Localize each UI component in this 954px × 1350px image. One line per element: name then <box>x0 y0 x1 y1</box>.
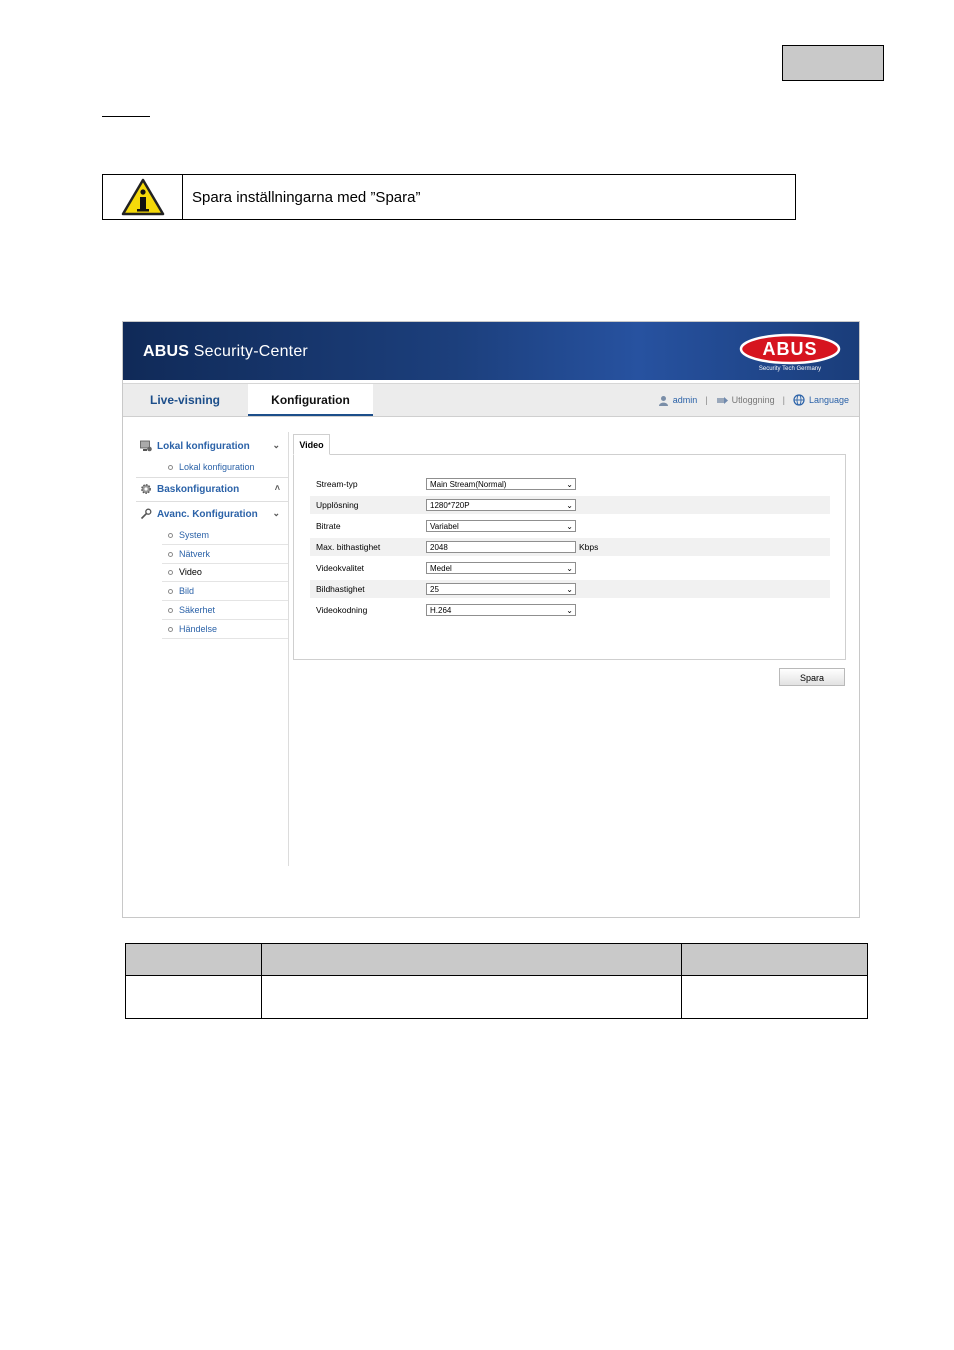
computer-icon <box>140 440 152 452</box>
sidebar-item-local-config[interactable]: Lokal konfiguration <box>162 458 288 476</box>
sidebar-divider <box>136 501 288 502</box>
form-row-frame-rate: Bildhastighet 25 ⌄ <box>310 580 830 598</box>
sidebar-basic-config-label: Baskonfiguration <box>157 483 240 495</box>
logout-icon <box>716 396 728 405</box>
chevron-down-icon: ⌄ <box>566 585 573 594</box>
bullet-icon <box>168 465 173 470</box>
info-icon-cell <box>103 175 183 219</box>
table-header-row <box>126 944 867 976</box>
security-center-ui <box>122 321 860 918</box>
sidebar-local-config[interactable] <box>136 435 288 457</box>
form-row-resolution: Upplösning 1280*720P ⌄ <box>310 496 830 514</box>
abus-logo <box>739 332 841 374</box>
tab-configuration[interactable]: Konfiguration <box>248 384 373 416</box>
form-row-video-encoding: Videokodning H.264 ⌄ <box>310 601 830 619</box>
sidebar-item-network[interactable]: Nätverk <box>162 545 288 564</box>
video-quality-select[interactable]: Medel ⌄ <box>426 562 576 574</box>
logout-link[interactable]: Utloggning <box>731 395 775 405</box>
info-note <box>102 174 796 220</box>
info-note-text: Spara inställningarna med ”Spara” <box>192 188 421 206</box>
sidebar-item-system[interactable]: System <box>162 526 288 545</box>
sidebar-item-image[interactable]: Bild <box>162 582 288 601</box>
ui-sidebar <box>136 432 289 866</box>
heading-underline <box>102 116 150 117</box>
bullet-icon <box>168 589 173 594</box>
sidebar-item-security[interactable]: Säkerhet <box>162 601 288 620</box>
nav-separator: | <box>705 395 708 405</box>
bitrate-select[interactable]: Variabel ⌄ <box>426 520 576 532</box>
wrench-icon <box>140 508 152 520</box>
ui-header <box>123 322 859 380</box>
warning-info-icon <box>121 178 165 216</box>
nav-separator: | <box>782 395 785 405</box>
bullet-icon <box>168 570 173 575</box>
chevron-up-icon: ˄ <box>274 483 280 493</box>
sidebar-local-config-label: Lokal konfiguration <box>157 440 250 452</box>
sidebar-basic-config[interactable] <box>136 478 288 500</box>
stream-type-select[interactable]: Main Stream(Normal) ⌄ <box>426 478 576 490</box>
chevron-down-icon: ⌄ <box>566 501 573 510</box>
sidebar-advanced-config-label: Avanc. Konfiguration <box>157 508 258 520</box>
gear-icon <box>140 483 152 495</box>
sidebar-item-video[interactable]: Video <box>162 563 288 582</box>
table-column-divider <box>681 944 682 1018</box>
video-settings-panel <box>293 454 846 660</box>
table-column-divider <box>261 944 262 1018</box>
user-icon <box>658 395 669 406</box>
nav-user-area <box>658 394 849 406</box>
bitrate-unit: Kbps <box>579 542 599 552</box>
frame-rate-select[interactable]: 25 ⌄ <box>426 583 576 595</box>
logo-text: ABUS <box>762 339 818 359</box>
chevron-down-icon: ⌄ <box>566 606 573 615</box>
user-name[interactable]: admin <box>672 395 698 405</box>
max-bitrate-input[interactable]: 2048 <box>426 541 576 553</box>
ui-nav-bar <box>123 383 859 417</box>
sidebar-advanced-config[interactable] <box>136 503 288 525</box>
form-row-stream-type: Stream-typ Main Stream(Normal) ⌄ <box>310 475 830 493</box>
chevron-down-icon: ⌄ <box>566 480 573 489</box>
chevron-down-icon: ⌄ <box>566 564 573 573</box>
form-row-max-bitrate: Max. bithastighet 2048 Kbps <box>310 538 830 556</box>
bullet-icon <box>168 627 173 632</box>
bullet-icon <box>168 533 173 538</box>
parameter-table <box>125 943 868 1019</box>
language-link[interactable]: Language <box>808 395 849 405</box>
form-row-bitrate: Bitrate Variabel ⌄ <box>310 517 830 535</box>
video-encoding-select[interactable]: H.264 ⌄ <box>426 604 576 616</box>
bullet-icon <box>168 552 173 557</box>
sidebar-item-event[interactable]: Händelse <box>162 620 288 639</box>
save-button[interactable]: Spara <box>779 668 845 686</box>
bullet-icon <box>168 608 173 613</box>
chevron-down-icon: ⌄ <box>272 440 280 450</box>
logo-tagline: Security Tech Germany <box>758 366 822 372</box>
chevron-down-icon: ⌄ <box>566 522 573 531</box>
globe-icon <box>793 394 805 406</box>
brand-title: ABUS Security-Center <box>143 343 308 360</box>
resolution-select[interactable]: 1280*720P ⌄ <box>426 499 576 511</box>
tab-video[interactable]: Video <box>293 434 330 455</box>
page-number-box <box>782 45 884 81</box>
tab-live-view[interactable]: Live-visning <box>149 393 220 407</box>
form-row-video-quality: Videokvalitet Medel ⌄ <box>310 559 830 577</box>
chevron-down-icon: ⌄ <box>272 508 280 518</box>
